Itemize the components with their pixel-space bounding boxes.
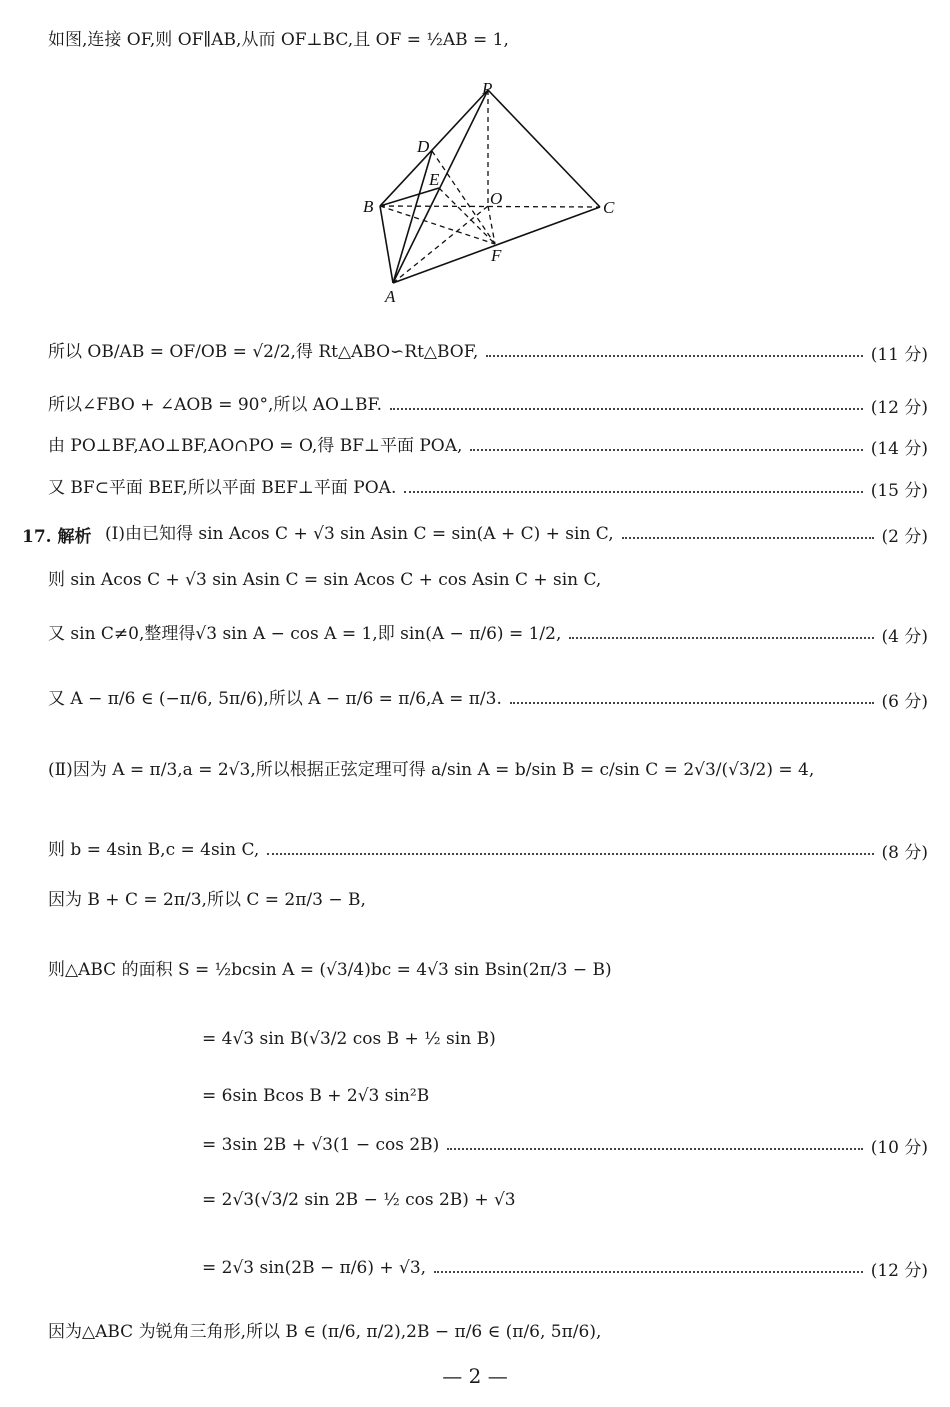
leader-dots — [267, 853, 873, 855]
q17-line: (Ⅱ)因为 A = π/3,a = 2√3,所以根据正弦定理可得 a/sin A = b/sin B = c/sin C = 2√3/(√3/2) = 4, — [48, 760, 815, 780]
edge-DF — [432, 151, 495, 244]
score-label: (14 分) — [870, 439, 928, 459]
leader-dots — [510, 702, 874, 704]
leader-dots — [404, 491, 862, 493]
label-A: A — [385, 287, 396, 306]
score-label: (8 分) — [881, 843, 928, 863]
leader-dots — [447, 1148, 862, 1150]
score-label: (2 分) — [881, 527, 928, 547]
q17-line: 则△ABC 的面积 S = ½bcsin A = (√3/4)bc = 4√3 sin Bsin(2π/3 − B) — [48, 960, 612, 980]
label-E: E — [429, 170, 440, 189]
score-label: (12 分) — [870, 1261, 928, 1281]
leader-dots — [390, 408, 863, 410]
intro-line — [48, 30, 928, 50]
edge-BA — [380, 206, 393, 283]
question-number: 17. 解析 — [22, 527, 92, 547]
proof-line: 由 PO⊥BF,AO⊥BF,AO∩PO = O,得 BF⊥平面 POA, (14 分) — [48, 434, 928, 459]
q17-final-line: 因为△ABC 为锐角三角形,所以 B ∈ (π/6, π/2),2B − π/6 ∈ (π/6, 5π/6), — [48, 1322, 602, 1342]
leader-dots — [569, 637, 873, 639]
edge-EF — [439, 188, 495, 244]
label-C: C — [603, 198, 615, 217]
derivation-step: = 4√3 sin B(√3/2 cos B + ½ sin B) — [202, 1029, 496, 1049]
label-D: D — [417, 137, 430, 156]
score-label: (12 分) — [870, 398, 928, 418]
edge-AO — [393, 206, 488, 283]
proof-line: 所以 OB/AB = OF/OB = √2/2,得 Rt△ABO∽Rt△BOF, (11 分) — [48, 340, 928, 365]
proof-line: 所以∠FBO + ∠AOB = 90°,所以 AO⊥BF. (12 分) — [48, 393, 928, 418]
label-O: O — [490, 189, 503, 208]
score-label: (4 分) — [881, 627, 928, 647]
page-number: — 2 — — [442, 1364, 508, 1388]
leader-dots — [486, 355, 862, 357]
score-label: (15 分) — [870, 481, 928, 501]
q17-line: 则 sin Acos C + √3 sin Asin C = sin Acos C + cos Asin C + sin C, — [48, 570, 602, 590]
geometry-figure — [355, 78, 625, 310]
score-label: (10 分) — [870, 1138, 928, 1158]
intro-text: 如图,连接 OF,则 OF∥AB,从而 OF⊥BC,且 OF = ½AB = 1, — [48, 30, 509, 50]
proof-line: 又 BF⊂平面 BEF,所以平面 BEF⊥平面 POA. (15 分) — [48, 476, 928, 501]
derivation-step: = 6sin Bcos B + 2√3 sin²B — [202, 1086, 430, 1106]
q17-line: (Ⅰ)由已知得 sin Acos C + √3 sin Asin C = sin(A + C) + sin C, (2 分) — [105, 522, 928, 547]
derivation-step: = 3sin 2B + √3(1 − cos 2B) (10 分) — [202, 1133, 928, 1158]
label-B: B — [363, 197, 374, 216]
label-F: F — [491, 246, 502, 265]
leader-dots — [470, 449, 862, 451]
leader-dots — [622, 537, 874, 539]
edge-PC — [488, 90, 600, 207]
q17-line: 又 A − π/6 ∈ (−π/6, 5π/6),所以 A − π/6 = π/6,A = π/3. (6 分) — [48, 687, 928, 712]
q17-line: 又 sin C≠0,整理得√3 sin A − cos A = 1,即 sin(A − π/6) = 1/2, (4 分) — [48, 622, 928, 647]
leader-dots — [434, 1271, 863, 1273]
score-label: (11 分) — [870, 345, 928, 365]
score-label: (6 分) — [881, 692, 928, 712]
edge-BF — [380, 206, 495, 244]
label-P: P — [482, 79, 493, 98]
derivation-step: = 2√3 sin(2B − π/6) + √3, (12 分) — [202, 1256, 928, 1281]
edge-OF — [488, 206, 495, 244]
derivation-step: = 2√3(√3/2 sin 2B − ½ cos 2B) + √3 — [202, 1190, 516, 1210]
q17-line: 因为 B + C = 2π/3,所以 C = 2π/3 − B, — [48, 890, 366, 910]
q17-line: 则 b = 4sin B,c = 4sin C, (8 分) — [48, 838, 928, 863]
